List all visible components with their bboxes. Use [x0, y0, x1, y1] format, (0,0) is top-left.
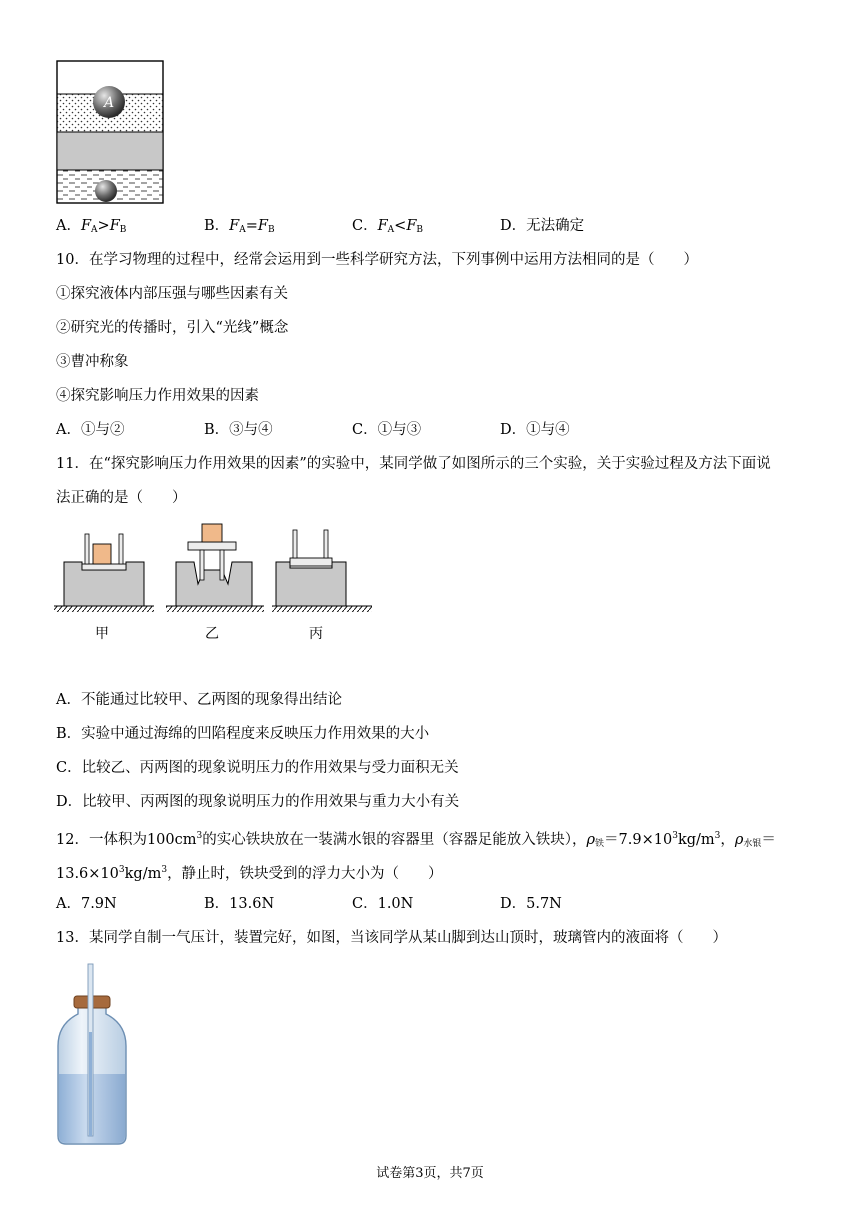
q9-option-d: D．无法确定 [500, 218, 585, 234]
figure-bing [272, 530, 372, 612]
figure-label-yi: 乙 [205, 626, 219, 642]
q12-option-b: B．13.6N [204, 896, 275, 912]
q11-option-b: B．实验中通过海绵的凹陷程度来反映压力作用效果的大小 [56, 726, 430, 742]
q9-option-c: C．$F_A<F_B$ [352, 218, 424, 235]
q11-stem-line2: 法正确的是（ ） [56, 490, 187, 506]
q10-item-1: ①探究液体内部压强与哪些因素有关 [56, 286, 288, 302]
ball-a-label: A [103, 95, 115, 111]
figure-yi [166, 524, 264, 612]
q9-option-b: B．$F_A=F_B$ [204, 218, 275, 235]
q10-stem: 10．在学习物理的过程中，经常会运用到一些科学研究方法，下列事例中运用方法相同的是（ ） [56, 252, 698, 268]
q12-option-d: D．5.7N [500, 896, 562, 912]
figure-label-bing: 丙 [309, 626, 323, 642]
q10-option-b: B．③与④ [204, 422, 273, 438]
q12-stem-line1: 12．一体积为$100cm^3$的实心铁块放在一装满水银的容器里（容器足能放入铁块），$\rho_铁=7.9\times 10^3kg/m^3$，$\rho_{水银}=$ [56, 831, 776, 849]
q11-option-c: C．比较乙、丙两图的现象说明压力的作用效果与受力面积无关 [56, 760, 459, 776]
q11-option-d: D．比较甲、丙两图的现象说明压力的作用效果与重力大小有关 [56, 794, 460, 810]
q11-option-a: A．不能通过比较甲、乙两图的现象得出结论 [56, 692, 342, 708]
q12-option-c: C．1.0N [352, 896, 414, 912]
q11-stem-line1: 11．在“探究影响压力作用效果的因素”的实验中，某同学做了如图所示的三个实验，关于实验过程及方法下面说 [56, 456, 771, 472]
q9-container-figure [56, 60, 166, 206]
q10-item-2: ②研究光的传播时，引入“光线”概念 [56, 320, 289, 336]
q10-item-4: ④探究影响压力作用效果的因素 [56, 388, 259, 404]
q10-option-a: A．①与② [56, 422, 125, 438]
q10-option-d: D．①与④ [500, 422, 570, 438]
q12-stem-line2: $13.6\times 10^3kg/m^3$，静止时，铁块受到的浮力大小为（ ） [56, 865, 443, 882]
q13-barometer-figure [54, 962, 130, 1148]
figure-jia [54, 534, 154, 612]
q9-option-a: A．$F_A>F_B$ [56, 218, 127, 235]
figure-label-jia: 甲 [95, 626, 109, 642]
q10-option-c: C．①与③ [352, 422, 422, 438]
q13-stem: 13．某同学自制一气压计，装置完好，如图，当该同学从某山脚到达山顶时，玻璃管内的液面将（ ） [56, 930, 727, 946]
ball-b [95, 180, 117, 202]
page-footer: 试卷第3页，共7页 [376, 1166, 484, 1181]
q10-item-3: ③曹冲称象 [56, 354, 129, 370]
q12-option-a: A．7.9N [56, 896, 117, 912]
q11-experiment-figure [54, 520, 374, 650]
